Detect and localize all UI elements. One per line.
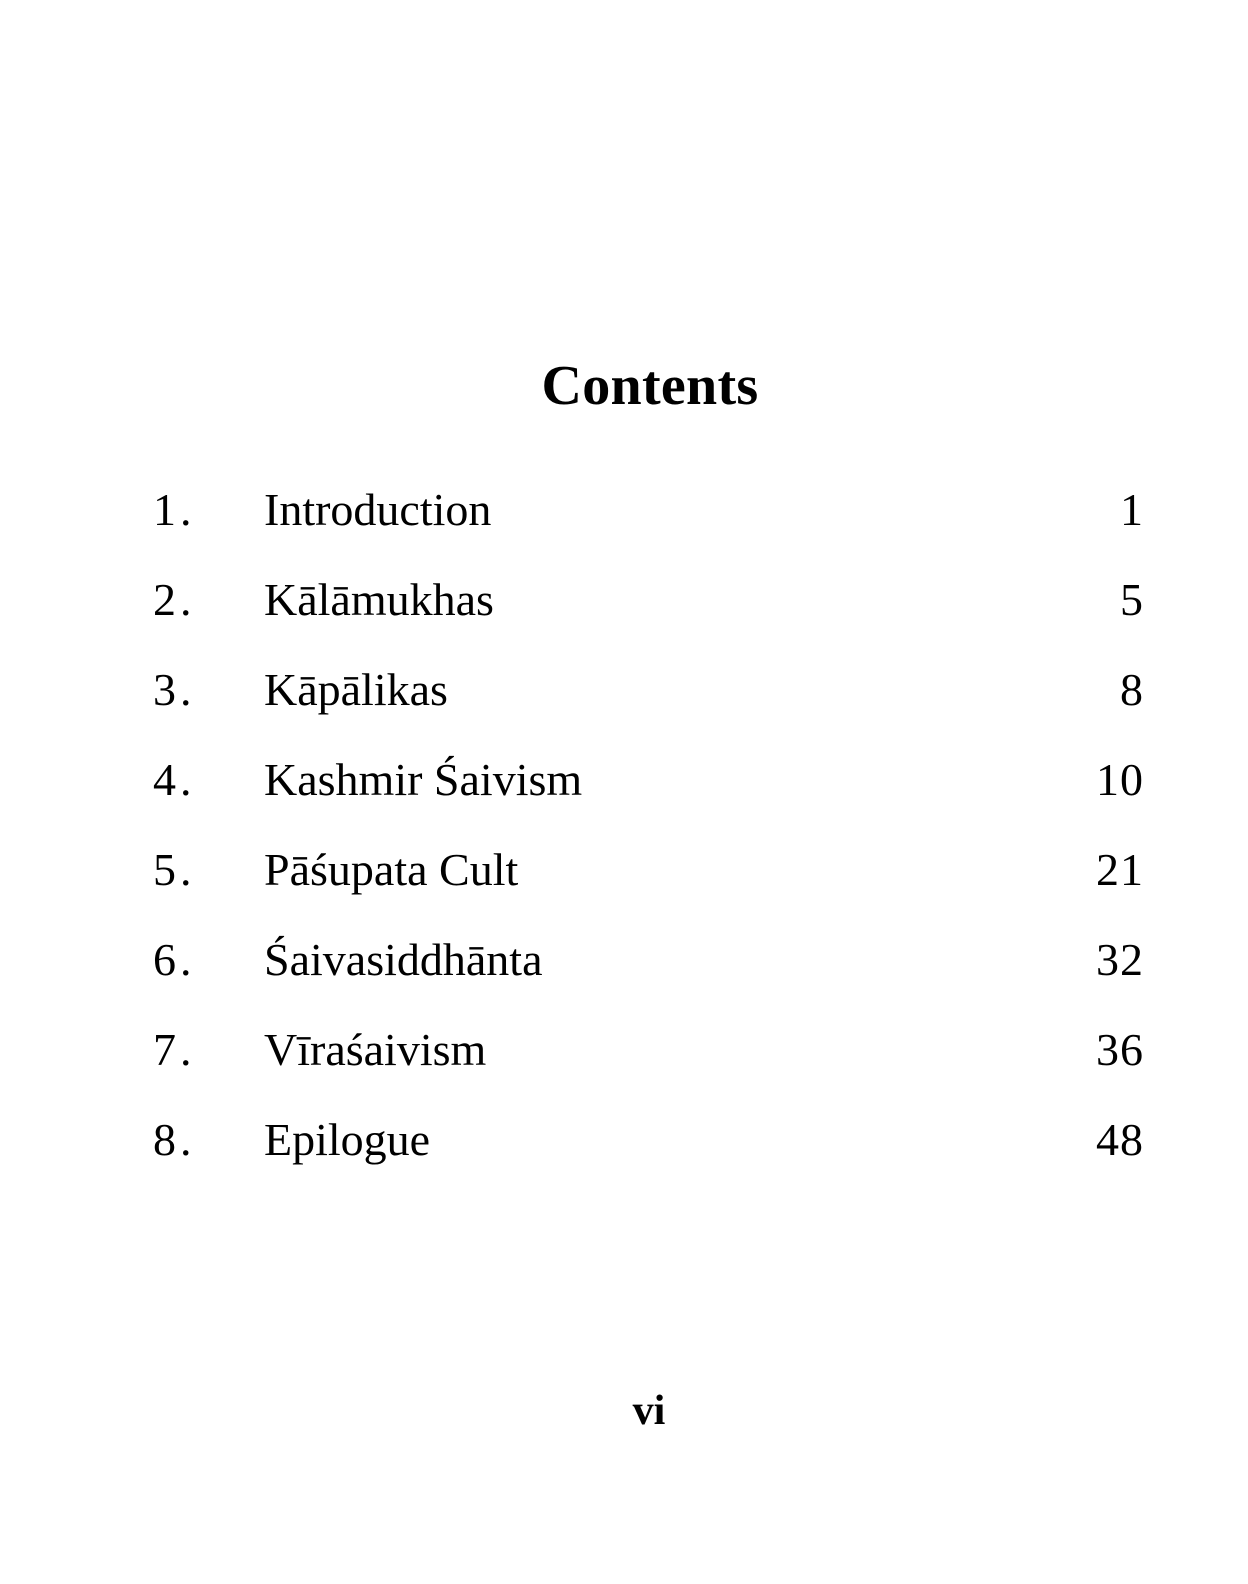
entry-page: 32 <box>1096 934 1144 985</box>
toc-entry <box>0 750 1248 810</box>
toc-entry <box>0 840 1248 900</box>
entry-number: 1. <box>153 484 196 535</box>
entry-title: Śaivasiddhānta <box>264 934 543 985</box>
toc-entry <box>0 570 1248 630</box>
entry-page: 36 <box>1096 1024 1144 1075</box>
entry-title: Pāśupata Cult <box>264 844 519 895</box>
entry-title: Kāpālikas <box>264 664 448 715</box>
entry-title: Kālāmukhas <box>264 574 494 625</box>
toc-entry <box>0 660 1248 720</box>
toc-entry <box>0 1110 1248 1170</box>
entry-page: 10 <box>1096 754 1144 805</box>
entry-page: 8 <box>1120 664 1144 715</box>
entry-title: Kashmir Śaivism <box>264 754 583 805</box>
entry-number: 7. <box>153 1024 196 1075</box>
entry-number: 4. <box>153 754 196 805</box>
entry-title: Epilogue <box>264 1114 431 1165</box>
toc-entry <box>0 480 1248 540</box>
toc-entry <box>0 930 1248 990</box>
entry-page: 5 <box>1120 574 1144 625</box>
entry-number: 2. <box>153 574 196 625</box>
entry-title: Vīraśaivism <box>264 1024 487 1075</box>
toc-entry <box>0 1020 1248 1080</box>
entry-number: 8. <box>153 1114 196 1165</box>
page-title: Contents <box>541 355 759 417</box>
entry-page: 21 <box>1096 844 1144 895</box>
page-folio: vi <box>632 1388 666 1434</box>
entry-page: 48 <box>1096 1114 1144 1165</box>
entry-number: 3. <box>153 664 196 715</box>
entry-title: Introduction <box>264 484 492 535</box>
entry-page: 1 <box>1120 484 1144 535</box>
entry-number: 6. <box>153 934 196 985</box>
entry-number: 5. <box>153 844 196 895</box>
